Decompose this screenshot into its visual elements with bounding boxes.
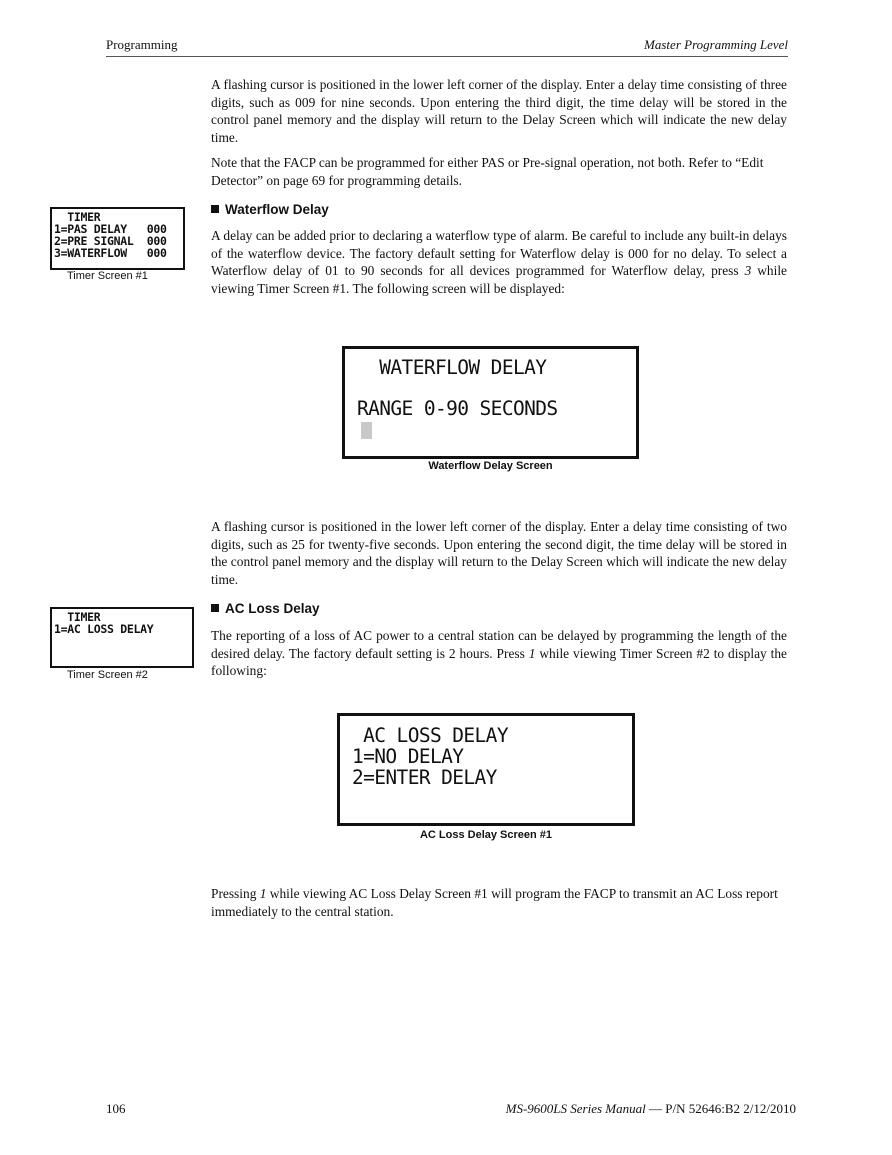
- blinking-cursor: [361, 422, 372, 439]
- ac-loss-delay-caption: AC Loss Delay Screen #1: [419, 829, 553, 841]
- paragraph-pas-note: Note that the FACP can be programmed for either PAS or Pre-signal operation, not both. Refer to “Edit Detector” on page 69 for programming details.: [211, 155, 764, 188]
- waterflow-delay-heading: [211, 202, 329, 217]
- text-span: The reporting of a loss of AC power to a central station can be delayed by programming the length of the desired delay. The factory default setting is 2 hours. Press: [211, 628, 787, 661]
- footer-manual-title: MS-9600LS Series Manual: [505, 1101, 646, 1116]
- text-span: while viewing AC Loss Delay Screen #1 will program the FACP to transmit an AC Loss report immediately to the central station.: [211, 886, 778, 919]
- key-emphasis: 3: [744, 263, 752, 278]
- paragraph-cursor-three-digits: A flashing cursor is positioned in the lower left corner of the display. Enter a delay time consisting of three digits, such as 009 for nine seconds. Upon entering the third digit, the time delay will be stored in the control panel memory and the display will return to the Delay Screen which will indicate the new delay time.: [211, 77, 787, 145]
- timer-screen-1-line: 1=PAS DELAY 000: [54, 222, 167, 236]
- paragraph-cursor-two-digits: A flashing cursor is positioned in the lower left corner of the display. Enter a delay time consisting of two digits, such as 25 for twenty-five seconds. Upon entering the second digit, the time delay will be stored in the control panel memory and the display will return to the Delay Screen which will indicate the new delay time.: [211, 519, 787, 587]
- text-span: while viewing Timer Screen #1. The following screen will be displayed:: [211, 263, 787, 296]
- bullet-square-icon: [211, 205, 219, 213]
- ac-loss-delay-heading: [211, 601, 320, 616]
- paragraph-ac-loss: [211, 627, 787, 680]
- header-rule: [106, 56, 788, 57]
- timer-screen-2-display: [50, 607, 194, 668]
- ac-loss-delay-display: [337, 713, 635, 826]
- key-emphasis: 1: [259, 886, 267, 901]
- timer-screen-2-caption: Timer Screen #2: [67, 669, 148, 681]
- paragraph-waterflow: [211, 227, 787, 297]
- waterflow-delay-display: [342, 346, 639, 459]
- timer-screen-1-caption: Timer Screen #1: [67, 270, 148, 282]
- text-span: while viewing Timer Screen #2 to display the following:: [211, 645, 787, 678]
- header-section: Programming: [106, 37, 178, 52]
- timer-screen-1-line: 3=WATERFLOW 000: [54, 246, 167, 260]
- timer-screen-2-line: 1=AC LOSS DELAY: [54, 622, 154, 636]
- waterflow-display-line2: RANGE 0-90 SECONDS: [357, 397, 558, 420]
- page-number: 106: [106, 1101, 126, 1116]
- waterflow-delay-heading-text: Waterflow Delay: [225, 202, 329, 217]
- ac-loss-display-line1: AC LOSS DELAY: [352, 724, 508, 747]
- timer-screen-1-line: TIMER: [54, 210, 101, 224]
- key-emphasis: 1: [528, 645, 536, 661]
- header-chapter: Master Programming Level: [644, 37, 788, 52]
- timer-screen-1-line: 2=PRE SIGNAL 000: [54, 234, 167, 248]
- timer-screen-1-display: [50, 207, 185, 270]
- footer-manual: [506, 1101, 796, 1117]
- text-span: A delay can be added prior to declaring a waterflow type of alarm. Be careful to include any built-in delays of the waterflow device. The factory default setting for Waterflow delay is 000 for no delay. To select a Waterflow delay of 01 to 90 seconds for all devices programmed for Waterflow delay, press: [211, 228, 787, 278]
- timer-screen-2-line: TIMER: [54, 610, 101, 624]
- paragraph-ac-loss-immediate: [211, 885, 787, 920]
- text-span: Pressing: [211, 886, 260, 901]
- ac-loss-delay-heading-text: AC Loss Delay: [225, 601, 320, 616]
- ac-loss-display-line3: 2=ENTER DELAY: [352, 766, 497, 789]
- waterflow-delay-caption: Waterflow Delay Screen: [428, 460, 553, 472]
- ac-loss-display-line2: 1=NO DELAY: [352, 745, 464, 768]
- bullet-square-icon: [211, 604, 219, 612]
- footer-part-number: — P/N 52646:B2 2/12/2010: [645, 1101, 796, 1116]
- waterflow-display-line1: WATERFLOW DELAY: [357, 356, 547, 379]
